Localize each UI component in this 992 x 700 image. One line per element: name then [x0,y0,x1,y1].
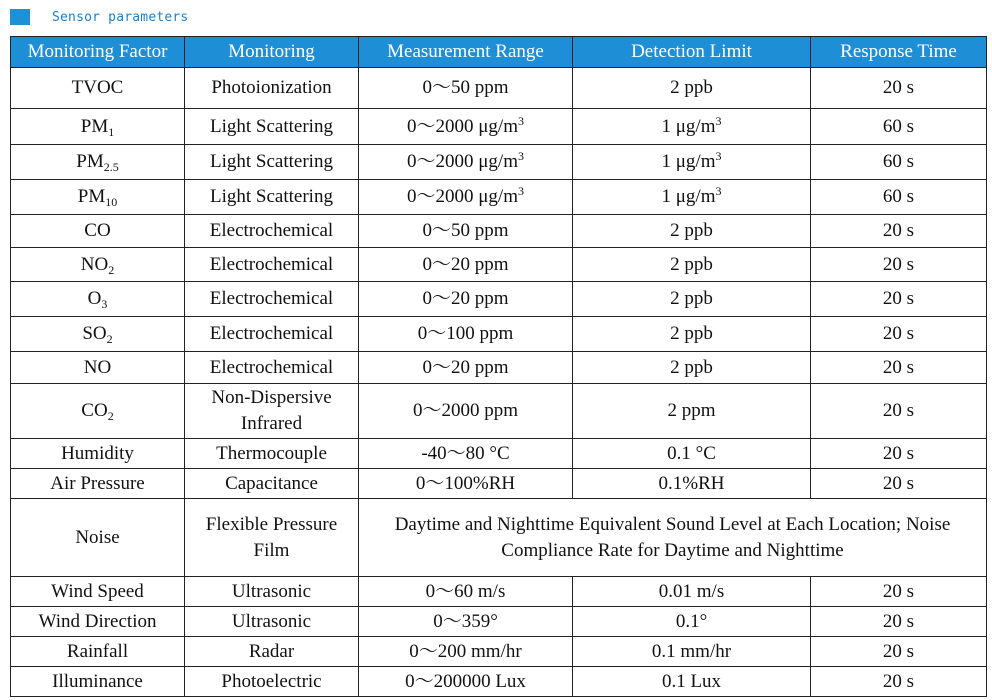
cell-factor [11,109,185,145]
factor-subscript: 2.5 [103,160,119,174]
limit-text: 2 ppm [667,400,716,421]
cell-factor [11,439,185,469]
cell-limit [573,145,811,180]
cell-method [185,469,359,499]
cell-range [359,577,573,607]
factor-subscript: 3 [101,297,108,311]
response-text: 20 s [882,220,915,241]
limit-superscript: 3 [715,149,722,163]
factor-text: CO [84,220,111,241]
table-header-row [11,37,987,68]
column-header-range: Measurement Range [359,37,573,68]
method-text: Electrochemical [209,356,334,378]
cell-method [185,68,359,109]
limit-text: 1 μg/m [661,151,716,172]
cell-response [811,469,987,499]
cell-method [185,282,359,317]
table-row [11,317,987,352]
table-row-noise [11,499,987,577]
cell-method [185,180,359,215]
table-row [11,439,987,469]
cell-method [185,109,359,145]
column-header-monitoring: Monitoring [185,37,359,68]
method-text: Electrochemical [209,220,334,241]
limit-text: 1 μg/m [661,115,716,137]
cell-response [811,109,987,145]
table-row [11,469,987,499]
cell-range [359,317,573,352]
limit-text: 2 ppb [670,323,713,344]
factor-text: CO [81,400,108,421]
cell-method [185,215,359,248]
cell-factor [11,282,185,317]
factor-subscript: 2 [106,332,113,346]
cell-factor [11,248,185,282]
cell-method [185,352,359,384]
method-text: Capacitance [225,472,318,494]
table-row [11,577,987,607]
cell-method [185,145,359,180]
cell-factor [11,667,185,697]
cell-response [811,667,987,697]
limit-superscript: 3 [715,184,722,198]
response-text: 20 s [882,253,915,275]
table-row [11,180,987,215]
response-text: 60 s [882,186,915,207]
limit-text: 2 ppb [670,253,713,275]
limit-text: 0.1 °C [667,442,716,464]
cell-response [811,248,987,282]
factor-text: SO [82,323,107,344]
factor-text: Wind Speed [51,580,144,602]
factor-text: Wind Direction [38,610,157,632]
table-row [11,215,987,248]
range-text: 0～20 ppm [422,288,509,309]
table-row [11,637,987,667]
table-row [11,145,987,180]
factor-text: O [87,288,102,309]
cell-limit [573,384,811,439]
cell-limit [573,180,811,215]
factor-text: Air Pressure [50,472,145,494]
cell-limit [573,637,811,667]
limit-text: 2 ppb [670,356,713,378]
noise-description-text: Daytime and Nighttime Equivalent Sound Level at Each Location; Noise Compliance Rate for Daytime and Nighttime [394,513,951,561]
range-superscript: 3 [518,184,524,198]
cell-limit [573,282,811,317]
method-text: Light Scattering [210,115,333,137]
cell-response [811,145,987,180]
response-text: 20 s [882,670,915,692]
cell-limit [573,577,811,607]
factor-subscript: 2 [108,262,115,277]
sensor-parameters-table [10,36,987,697]
range-text: 0～20 ppm [422,253,509,275]
method-text: Radar [248,640,295,662]
factor-text: PM [80,115,109,137]
range-text: -40～80 °C [421,442,510,464]
method-text: Light Scattering [210,151,333,172]
table-row [11,352,987,384]
cell-response [811,180,987,215]
cell-factor [11,180,185,215]
limit-text: 0.1%RH [658,472,725,494]
cell-limit [573,109,811,145]
range-superscript: 3 [518,113,524,128]
section-header [10,6,188,28]
response-text: 20 s [882,640,915,662]
range-text: 0～200000 Lux [405,670,526,692]
response-text: 20 s [882,580,915,602]
response-text: 20 s [882,356,915,378]
cell-range [359,180,573,215]
method-text: Photoelectric [221,670,322,692]
cell-range [359,282,573,317]
response-text: 20 s [882,77,915,98]
table-row [11,282,987,317]
range-text: 0～100%RH [415,472,516,494]
factor-subscript: 1 [108,124,115,139]
cell-response [811,439,987,469]
factor-text: TVOC [71,77,124,98]
response-text: 60 s [882,151,915,172]
cell-method [185,499,359,577]
cell-method [185,607,359,637]
cell-limit [573,469,811,499]
response-text: 20 s [882,610,915,632]
response-text: 20 s [882,288,915,309]
cell-response [811,68,987,109]
method-text: Electrochemical [209,253,334,275]
cell-factor [11,637,185,667]
range-superscript: 3 [518,149,524,163]
cell-method [185,439,359,469]
section-title: Sensor parameters [52,9,189,25]
cell-response [811,384,987,439]
response-text: 20 s [882,472,915,494]
limit-text: 1 μg/m [661,186,716,207]
cell-range [359,637,573,667]
method-text: Electrochemical [209,323,334,344]
method-text: Ultrasonic [231,580,312,602]
cell-factor [11,215,185,248]
table-row [11,607,987,637]
cell-response [811,607,987,637]
response-text: 60 s [882,115,915,137]
cell-limit [573,352,811,384]
factor-text: PM [77,186,106,207]
cell-method [185,248,359,282]
factor-subscript: 2 [107,409,114,423]
column-header-factor: Monitoring Factor [11,37,185,68]
cell-range [359,469,573,499]
cell-range [359,109,573,145]
factor-subscript: 10 [105,195,118,209]
factor-text: Noise [75,526,120,548]
cell-method [185,637,359,667]
limit-text: 2 ppb [670,288,713,309]
range-text: 0～50 ppm [422,220,509,241]
cell-limit [573,68,811,109]
method-text: Non-Dispersive Infrared [211,387,332,434]
range-text: 0～200 mm/hr [409,640,522,662]
cell-range [359,145,573,180]
cell-factor [11,607,185,637]
range-text: 0～20 ppm [422,356,509,378]
method-text: Light Scattering [210,186,333,207]
cell-limit [573,248,811,282]
cell-factor [11,384,185,439]
table-row [11,109,987,145]
column-header-limit: Detection Limit [573,37,811,68]
range-text: 0～2000 μg/m [407,115,518,137]
factor-text: Illuminance [52,670,143,692]
limit-text: 0.1 mm/hr [651,640,732,662]
cell-factor [11,145,185,180]
cell-limit [573,607,811,637]
range-text: 0～2000 μg/m [407,186,518,207]
range-text: 0～60 m/s [425,580,506,602]
limit-superscript: 3 [715,113,722,128]
cell-method [185,577,359,607]
table-row [11,667,987,697]
limit-text: 2 ppb [670,220,713,241]
cell-response [811,215,987,248]
cell-limit [573,439,811,469]
method-text: Flexible Pressure Film [205,513,338,561]
factor-text: NO [83,356,112,378]
cell-limit [573,317,811,352]
limit-text: 0.1 Lux [661,670,722,692]
cell-factor [11,352,185,384]
cell-factor [11,499,185,577]
cell-response [811,352,987,384]
method-text: Photoionization [211,77,332,98]
cell-range [359,384,573,439]
factor-text: NO [80,253,109,275]
limit-text: 0.01 m/s [658,580,725,602]
cell-limit [573,215,811,248]
limit-text: 2 ppb [670,77,713,98]
method-text: Electrochemical [209,288,334,309]
table-row [11,248,987,282]
cell-method [185,667,359,697]
table-row [11,68,987,109]
cell-range [359,248,573,282]
cell-method [185,384,359,439]
cell-range [359,607,573,637]
cell-method [185,317,359,352]
range-text: 0～100 ppm [417,323,514,344]
range-text: 0～359° [433,610,498,632]
range-text: 0～2000 μg/m [407,151,518,172]
method-text: Ultrasonic [231,610,312,632]
cell-factor [11,469,185,499]
cell-factor [11,317,185,352]
column-header-response: Response Time [811,37,987,68]
factor-text: Humidity [61,442,134,464]
cell-range [359,215,573,248]
cell-range [359,352,573,384]
cell-factor [11,68,185,109]
method-text: Thermocouple [216,442,327,464]
limit-text: 0.1° [675,610,708,632]
factor-text: PM [76,151,104,172]
response-text: 20 s [882,400,915,421]
cell-range [359,68,573,109]
cell-limit [573,667,811,697]
cell-response [811,282,987,317]
cell-response [811,317,987,352]
cell-range [359,667,573,697]
cell-factor [11,577,185,607]
cell-response [811,577,987,607]
section-square-icon [10,9,30,25]
cell-noise-description [359,499,987,577]
range-text: 0～2000 ppm [412,400,519,421]
response-text: 20 s [882,323,915,344]
factor-text: Rainfall [66,640,129,662]
table-row [11,384,987,439]
response-text: 20 s [882,442,915,464]
cell-response [811,637,987,667]
range-text: 0～50 ppm [422,77,509,98]
cell-range [359,439,573,469]
